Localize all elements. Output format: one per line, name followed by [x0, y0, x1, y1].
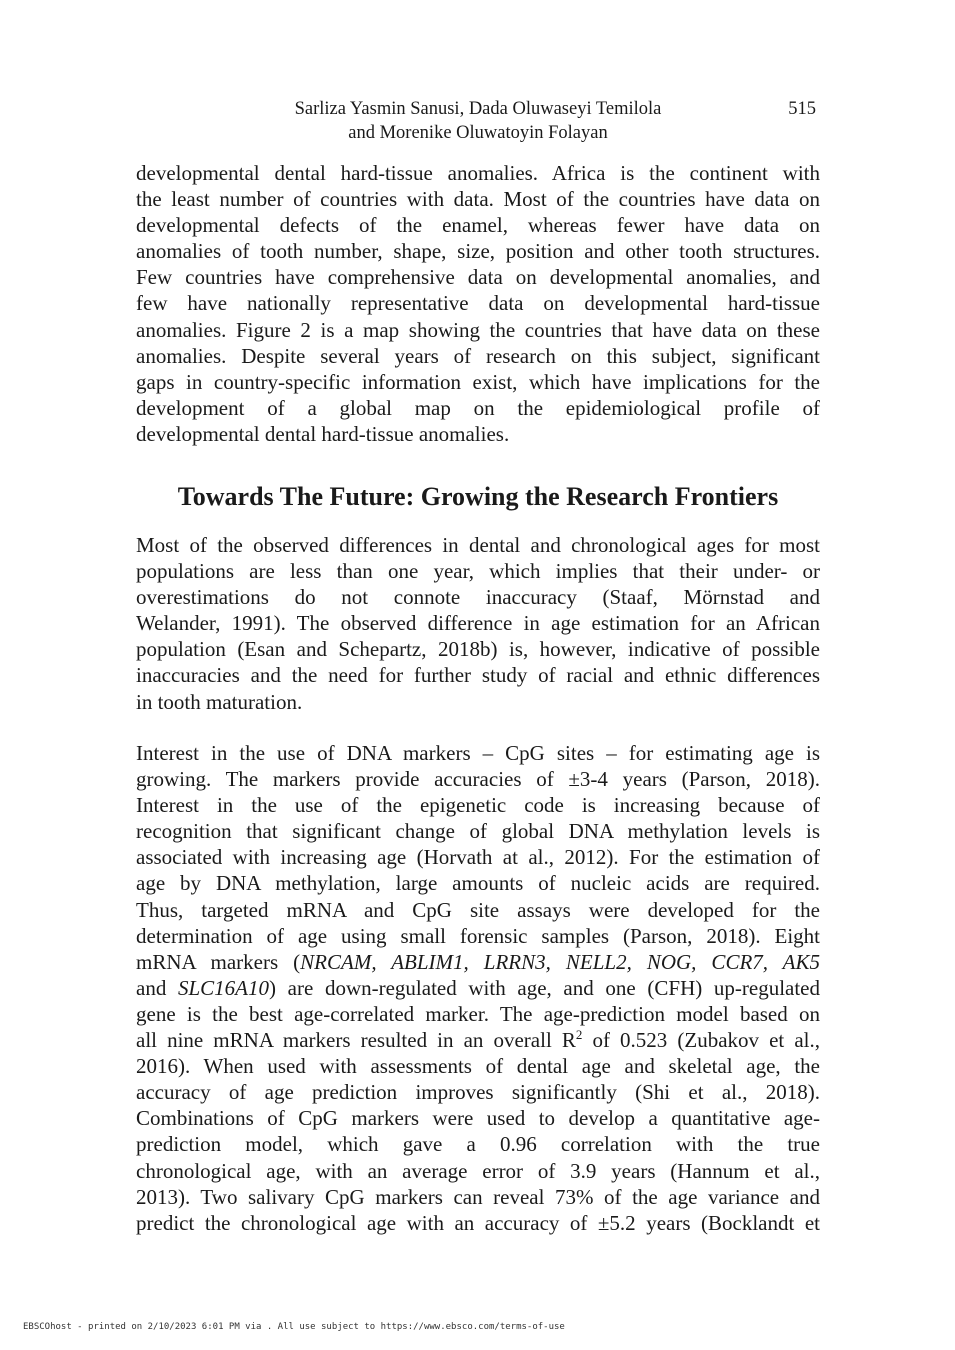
text-line: anomalies of tooth number, shape, size, position and other tooth structures.	[136, 239, 820, 264]
text-line: Thus, targeted mRNA and CpG site assays were developed for the	[136, 897, 820, 922]
text-line: growing. The markers provide accuracies of ±3-4 years (Parson, 2018).	[136, 767, 820, 792]
text-line: chronological age, with an average error of 3.9 years (Hannum et al.,	[136, 1158, 820, 1183]
paragraph-developmental-anomalies	[136, 160, 820, 447]
footer-text: EBSCOhost - printed on 2/10/2023 6:01 PM via . All use subject to https://www.ebsco.com/terms-of-use	[23, 1322, 565, 1332]
text-line: gaps in country-specific information exist, which have implications for the	[136, 369, 820, 394]
text-line: developmental dental hard-tissue anomalies. Africa is the continent with	[136, 161, 820, 185]
header-authors	[136, 97, 820, 145]
text-line: Most of the observed differences in dental and chronological ages for most	[136, 533, 820, 557]
text-line: developmental dental hard-tissue anomalies.	[136, 421, 510, 446]
text-line: developmental defects of the enamel, whereas fewer have data on	[136, 213, 820, 238]
text-line: Interest in the use of DNA markers – CpG sites – for estimating age is	[136, 741, 820, 765]
text-run: and	[136, 975, 178, 1000]
text-line: development of a global map on the epidemiological profile of	[136, 395, 820, 420]
text-line	[136, 1027, 820, 1053]
text-line: accuracy of age prediction improves significantly (Shi et al., 2018).	[136, 1080, 820, 1105]
text-line: the least number of countries with data. Most of the countries have data on	[136, 187, 820, 212]
text-line	[136, 949, 820, 975]
header-authors-line-1: Sarliza Yasmin Sanusi, Dada Oluwaseyi Temilola	[294, 99, 662, 119]
text-line: determination of age using small forensic samples (Parson, 2018). Eight	[136, 923, 820, 948]
text-line: populations are less than one year, which implies that their under- or	[136, 559, 820, 584]
text-line: Combinations of CpG markers were used to develop a quantitative age-	[136, 1106, 820, 1131]
gene-name: SLC16A10	[177, 975, 269, 1000]
text-line	[136, 975, 820, 1001]
running-header	[136, 97, 820, 145]
text-line: associated with increasing age (Horvath at al., 2012). For the estimation of	[136, 845, 820, 870]
text-line: gene is the best age-correlated marker. The age-prediction model based on	[136, 1001, 820, 1026]
text-line: recognition that significant change of global DNA methylation levels is	[136, 819, 820, 844]
text-line: inaccuracies and the need for further study of racial and ethnic differences	[136, 663, 820, 688]
text-line: few have nationally representative data on developmental hard-tissue	[136, 291, 820, 316]
text-line: Welander, 1991). The observed difference in age estimation for an African	[136, 611, 820, 636]
gene-names: NRCAM, ABLIM1, LRRN3, NELL2, NOG, CCR7, AK5	[300, 949, 820, 974]
text-line: 2016). When used with assessments of dental age and skeletal age, the	[136, 1054, 820, 1079]
text-line: 2013). Two salivary CpG markers can reveal 73% of the age variance and	[136, 1184, 820, 1209]
text-line: age by DNA methylation, large amounts of nucleic acids are required.	[136, 871, 820, 896]
paragraph-age-differences	[136, 532, 820, 715]
superscript: 2	[575, 1027, 583, 1043]
text-line: anomalies. Despite several years of research on this subject, significant	[136, 343, 820, 368]
text-line: predict the chronological age with an accuracy of ±5.2 years (Bocklandt et	[136, 1210, 820, 1235]
text-run: all nine mRNA markers resulted in an overall R	[136, 1028, 576, 1053]
text-run: ) are down-regulated with age, and one (CFH) up-regulated	[269, 975, 820, 1000]
page-number: 515	[788, 99, 816, 119]
text-run: of 0.523 (Zubakov et al.,	[582, 1028, 820, 1053]
text-run: mRNA markers (	[136, 949, 301, 974]
text-line: Interest in the use of the epigenetic code is increasing because of	[136, 793, 820, 818]
ebsco-footer	[23, 1321, 565, 1333]
text-line: prediction model, which gave a 0.96 correlation with the true	[136, 1132, 820, 1157]
text-line: anomalies. Figure 2 is a map showing the countries that have data on these	[136, 317, 820, 342]
header-authors-line-2: and Morenike Oluwatoyin Folayan	[348, 123, 608, 143]
text-line: Few countries have comprehensive data on developmental anomalies, and	[136, 265, 820, 290]
text-line: overestimations do not connote inaccuracy (Staaf, Mörnstad and	[136, 585, 820, 610]
paragraph-dna-markers	[136, 740, 820, 1236]
text-line: in tooth maturation.	[136, 689, 303, 714]
section-heading: Towards The Future: Growing the Research Frontiers	[177, 482, 779, 511]
text-line: population (Esan and Schepartz, 2018b) is, however, indicative of possible	[136, 637, 820, 662]
